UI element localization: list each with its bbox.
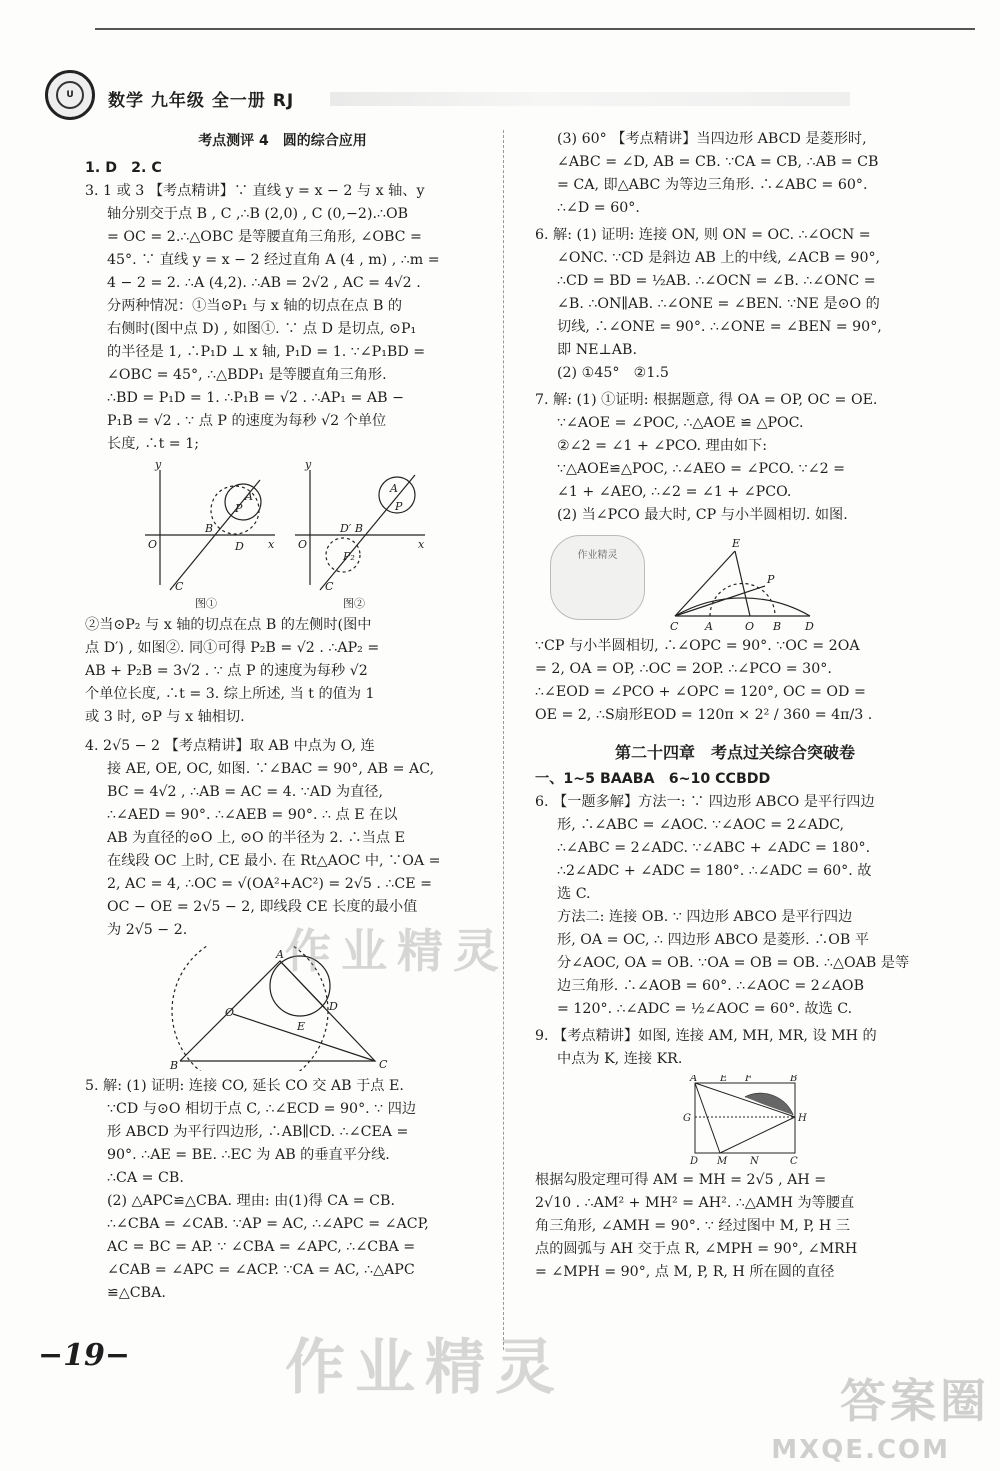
- answer-line: 3. 1 或 3 【考点精讲】∵ 直线 y = x − 2 与 x 轴、y: [85, 183, 425, 199]
- left-column: [85, 128, 480, 1305]
- answer-line: = 120°. ∴∠ADC = ½∠AOC = 60°. 故选 C.: [557, 1001, 853, 1017]
- answer-9: [535, 1025, 935, 1071]
- svg-text:y: y: [305, 460, 312, 471]
- stamp-watermark: [550, 535, 645, 620]
- svg-text:N: N: [750, 1156, 759, 1165]
- figure-label-2: 图②: [343, 597, 365, 610]
- answer-line: 根据勾股定理可得 AM = MH = 2√5 , AH =: [535, 1172, 827, 1188]
- answer-line: = ∠MPH = 90°, 点 M, P, R, H 所在圆的直径: [535, 1264, 835, 1280]
- answer-line: ∴CA = CB.: [107, 1170, 184, 1186]
- answer-line: 形 ABCD 为平行四边形, ∴AB∥CD. ∴∠CEA =: [107, 1124, 409, 1140]
- answer-line: 切线, ∴∠ONE = 90°. ∴∠ONE = ∠BEN = 90°,: [557, 319, 882, 335]
- answer-line: 右侧时(图中点 D) , 如图①. ∵ 点 D 是切点, ⊙P₁: [107, 321, 417, 337]
- answer-line: (2) △APC≌△CBA. 理由: 由(1)得 CA = CB.: [107, 1193, 395, 1209]
- answer-line: 角三角形, ∠AMH = 90°. ∵ 经过图中 M, P, H 三: [535, 1218, 850, 1234]
- answer-line: ∴∠ABC = 2∠ADC. ∵∠ABC + ∠ADC = 180°.: [557, 840, 871, 856]
- answer-5: [85, 1075, 480, 1305]
- answer-line: OC − OE = 2√5 − 2, 即线段 CE 长度的最小值: [107, 899, 418, 915]
- svg-text:A: A: [705, 620, 713, 631]
- answer-line: 7. 解: (1) ①证明: 根据题意, 得 OA = OP, OC = OE.: [535, 392, 878, 408]
- stamp-text: 作业精灵: [577, 550, 618, 561]
- answer-line: ∴CD = BD = ½AB. ∴∠OCN = ∠B. ∴∠ONC =: [557, 273, 876, 289]
- figure-label-1: 图①: [195, 597, 217, 610]
- svg-text:C: C: [379, 1058, 388, 1071]
- svg-text:D: D: [690, 1156, 699, 1165]
- svg-text:A: A: [390, 482, 398, 495]
- segment-mh: [720, 1117, 795, 1153]
- answer-mc: 一、1~5 BAABA 6~10 CCBDD: [535, 771, 771, 787]
- svg-text:O: O: [745, 620, 755, 631]
- answer-line: 形, ∴∠ABC = ∠AOC. ∵∠AOC = 2∠ADC,: [557, 817, 845, 833]
- answer-line: 9. 【考点精讲】如图, 连接 AM, MH, MR, 设 MH 的: [535, 1028, 877, 1044]
- answer-line: BC = 4√2 , ∴AB = AC = 4. ∵AD 为直径,: [107, 784, 383, 800]
- column-divider: [503, 130, 504, 1350]
- answer-line: (2) 当∠PCO 最大时, CP 与小半圆相切. 如图.: [557, 507, 848, 523]
- answer-line: AC = BC = AP. ∵ ∠CBA = ∠APC, ∴∠CBA =: [107, 1239, 416, 1255]
- answer-line: 6. 解: (1) 证明: 连接 ON, 则 ON = OC. ∴∠OCN =: [535, 227, 871, 243]
- svg-text:y: y: [155, 460, 162, 471]
- svg-text:C: C: [175, 580, 184, 593]
- answer-line: ②当⊙P₂ 与 x 轴的切点在点 B 的左侧时(图中: [85, 617, 372, 633]
- svg-text:B: B: [773, 620, 782, 631]
- answer-line: 分两种情况：①当⊙P₁ 与 x 轴的切点在点 B 的: [107, 298, 403, 314]
- answer-line: ∵△AOE≌△POC, ∴∠AEO = ∠PCO. ∵∠2 =: [557, 461, 846, 477]
- svg-text:B: B: [170, 1059, 179, 1071]
- answer-line: 或 3 时, ⊙P 与 x 轴相切.: [85, 709, 245, 725]
- answer-3-part-2: [85, 614, 480, 729]
- answer-line: (2) ①45° ②1.5: [557, 365, 669, 381]
- answer-line: 4. 2√5 − 2 【考点精讲】取 AB 中点为 O, 连: [85, 738, 375, 754]
- answer-line: ∵∠AOE = ∠POC, ∴△AOE ≌ △POC.: [557, 415, 804, 431]
- svg-text:B: B: [790, 1075, 798, 1084]
- answer-line: ∠OBC = 45°, ∴△BDP₁ 是等腰直角三角形.: [107, 367, 387, 383]
- line-bc: [320, 475, 415, 590]
- svg-text:D: D: [329, 1000, 338, 1013]
- svg-text:A: A: [690, 1075, 698, 1084]
- watermark-text: 作业精灵: [285, 1333, 565, 1403]
- answer-line: ∴BD = P₁D = 1. ∴P₁B = √2 . ∴AP₁ = AB −: [107, 390, 404, 406]
- answer-1-2: 1. D 2. C: [85, 160, 162, 176]
- answer-line: 长度, ∴t = 1;: [107, 436, 199, 452]
- brand-logo: [45, 70, 95, 120]
- svg-text:E: E: [732, 537, 741, 550]
- svg-text:D′ B: D′ B: [340, 522, 363, 535]
- large-semicircle: [675, 598, 810, 616]
- answer-line: 45°. ∵ 直线 y = x − 2 经过直角 A (4 , m) , ∴m =: [107, 252, 440, 268]
- header-band: [330, 92, 850, 106]
- answer-line: 个单位长度, ∴t = 3. 综上所述, 当 t 的值为 1: [85, 686, 375, 702]
- svg-text:x: x: [418, 538, 425, 551]
- answer-line: 在线段 OC 上时, CE 最小. 在 Rt△AOC 中, ∵OA =: [107, 853, 441, 869]
- answer-line: = 2, OA = OP, ∴OC = 2OP. ∴∠PCO = 30°.: [535, 661, 832, 677]
- answer-line: 选 C.: [557, 886, 591, 902]
- svg-text:D: D: [805, 620, 814, 631]
- segment-am: [695, 1083, 720, 1153]
- answer-line: ∠B. ∴ON∥AB. ∴∠ONE = ∠BEN. ∵NE 是⊙O 的: [557, 296, 880, 312]
- answer-line: 方法二: 连接 OB. ∵ 四边形 ABCO 是平行四边: [557, 909, 853, 925]
- answer-line: ∴∠CBA = ∠CAB. ∵AP = AC, ∴∠APC = ∠ACP,: [107, 1216, 429, 1232]
- answer-line: ≌△CBA.: [107, 1285, 166, 1301]
- site-url: MXQE.COM: [771, 1435, 950, 1465]
- answer-line: 的半径是 1, ∴P₁D ⊥ x 轴, P₁D = 1. ∵∠P₁BD =: [107, 344, 426, 360]
- svg-text:P₂: P₂: [343, 550, 355, 563]
- answer-line: 分∠AOC, OA = OB. ∵OA = OB = OB. ∴△OAB 是等: [557, 955, 910, 971]
- site-logo: 答案圈: [840, 1374, 990, 1428]
- svg-text:E: E: [720, 1075, 728, 1084]
- answer-6: [535, 224, 935, 385]
- answer-line: ∴∠EOD = ∠PCO + ∠OPC = 120°, OC = OD =: [535, 684, 866, 700]
- answer-3: [85, 180, 480, 456]
- answer-line: 90°. ∴AE = BE. ∴EC 为 AB 的垂直平分线.: [107, 1147, 390, 1163]
- answer-line: 4 − 2 = 2. ∴A (4,2). ∴AB = 2√2 , AC = 4√2 .: [107, 275, 421, 291]
- answer-line: (3) 60° 【考点精讲】当四边形 ABCD 是菱形时,: [557, 131, 867, 147]
- answer-line: 2√10 . ∴AM² + MH² = AH². ∴△AMH 为等腰直: [535, 1195, 855, 1211]
- svg-text:D: D: [235, 540, 244, 553]
- answer-line: ∴2∠ADC + ∠ADC = 180°. ∴∠ADC = 60°. 故: [557, 863, 872, 879]
- svg-text:P: P: [767, 573, 775, 586]
- svg-text:H: H: [798, 1113, 807, 1124]
- answer-7: [535, 389, 935, 527]
- svg-text:A: A: [276, 948, 284, 961]
- svg-text:F: F: [745, 1075, 752, 1084]
- answer-line: ②∠2 = ∠1 + ∠PCO. 理由如下:: [557, 438, 767, 454]
- answer-line: 接 AE, OE, OC, 如图. ∵∠BAC = 90°, AB = AC,: [107, 761, 435, 777]
- answer-line: AB 为直径的⊙O 上, ⊙O 的半径为 2. ∴当点 E: [107, 830, 405, 846]
- header-rule: [95, 28, 975, 30]
- answer-line: 为 2√5 − 2.: [107, 922, 188, 938]
- shaded-region: [745, 1093, 793, 1115]
- figure-3-graphs: [85, 460, 465, 610]
- watermark-text: 作业精灵: [285, 924, 509, 978]
- answer-line: = CA, 即△ABC 为等边三角形. ∴∠ABC = 60°.: [557, 177, 868, 193]
- answer-line: 轴分别交于点 B , C ,∴B (2,0) , C (0,−2).∴OB: [107, 206, 409, 222]
- answer-line: ∵CP 与小半圆相切, ∴∠OPC = 90°. ∵OC = 2OA: [535, 638, 860, 654]
- answer-line: 2, AC = 4, ∴OC = √(OA²+AC²) = 2√5 . ∴CE =: [107, 876, 433, 892]
- answer-line: OE = 2, ∴S扇形EOD = 120π × 2² / 360 = 4π/3 .: [535, 707, 873, 723]
- svg-text:O: O: [225, 1006, 235, 1019]
- svg-text:x: x: [268, 538, 275, 551]
- svg-text:C: C: [670, 620, 679, 631]
- right-column: [535, 128, 935, 1284]
- svg-text:G: G: [683, 1113, 691, 1124]
- svg-text:P: P: [395, 500, 403, 513]
- answer-line: 6. 【一题多解】方法一: ∵ 四边形 ABCO 是平行四边: [535, 794, 875, 810]
- chapter-title: 第二十四章 考点过关综合突破卷: [614, 743, 855, 762]
- svg-text:O: O: [298, 538, 308, 551]
- answer-line: ∠1 + ∠AEO, ∴∠2 = ∠1 + ∠PCO.: [557, 484, 792, 500]
- svg-text:M: M: [717, 1156, 728, 1165]
- answer-line: 点 D′) , 如图②. 同①可得 P₂B = √2 . ∴AP₂ =: [85, 640, 380, 656]
- section-title: 考点测评 4 圆的综合应用: [198, 133, 367, 149]
- answer-line: ∠CAB = ∠APC = ∠ACP. ∵CA = AC, ∴△APC: [107, 1262, 415, 1278]
- answer-line: ∠ONC. ∵CD 是斜边 AB 上的中线, ∠ACB = 90°,: [557, 250, 881, 266]
- answer-line: ∵CD 与⊙O 相切于点 C, ∴∠ECD = 90°. ∵ 四边: [107, 1101, 417, 1117]
- svg-text:O: O: [148, 538, 158, 551]
- answer-line: 中点为 K, 连接 KR.: [557, 1051, 683, 1067]
- answer-line: 形, OA = OC, ∴ 四边形 ABCO 是菱形. ∴OB 平: [557, 932, 870, 948]
- circle-p: [225, 484, 261, 520]
- book-title: 数学 九年级 全一册 RJ: [108, 91, 295, 111]
- figure-9-grid: [535, 1075, 935, 1165]
- answer-line: 边三角形. ∴∠AOB = 60°. ∴∠AOC = 2∠AOB: [557, 978, 864, 994]
- answer-line: ∠ABC = ∠D, AB = CB. ∵CA = CB, ∴AB = CB: [557, 154, 879, 170]
- answer-9-part-2: [535, 1169, 935, 1284]
- answer-line: 点的圆弧与 AH 交于点 R, ∠MPH = 90°, ∠MRH: [535, 1241, 858, 1257]
- answer-4: [85, 735, 480, 942]
- svg-text:C: C: [790, 1156, 798, 1165]
- rectangle-abcd: [695, 1083, 795, 1153]
- answer-line: ∴∠AED = 90°. ∴∠AEB = 90°. ∴ 点 E 在以: [107, 807, 398, 823]
- logo-mark: U: [56, 81, 84, 109]
- answer-5-part-3: [535, 128, 935, 220]
- page-header: [0, 0, 1000, 130]
- svg-text:C: C: [325, 580, 334, 593]
- answer-6b: [535, 791, 935, 1021]
- svg-text:P: P: [235, 502, 243, 515]
- answer-line: P₁B = √2 . ∵ 点 P 的速度为每秒 √2 个单位: [107, 413, 387, 429]
- answer-line: AB + P₂B = 3√2 . ∵ 点 P 的速度为每秒 √2: [85, 663, 368, 679]
- svg-text:B: B: [205, 522, 214, 535]
- answer-7-part-2: [535, 635, 935, 727]
- svg-text:A: A: [245, 490, 253, 503]
- answer-line: 即 NE⊥AB.: [557, 342, 637, 358]
- page-number: −19−: [38, 1338, 131, 1373]
- answer-line: ∴∠D = 60°.: [557, 200, 640, 216]
- svg-text:E: E: [297, 1020, 306, 1033]
- answer-line: = OC = 2.∴△OBC 是等腰直角三角形, ∠OBC =: [107, 229, 422, 245]
- answer-line: 5. 解: (1) 证明: 连接 CO, 延长 CO 交 AB 于点 E.: [85, 1078, 404, 1094]
